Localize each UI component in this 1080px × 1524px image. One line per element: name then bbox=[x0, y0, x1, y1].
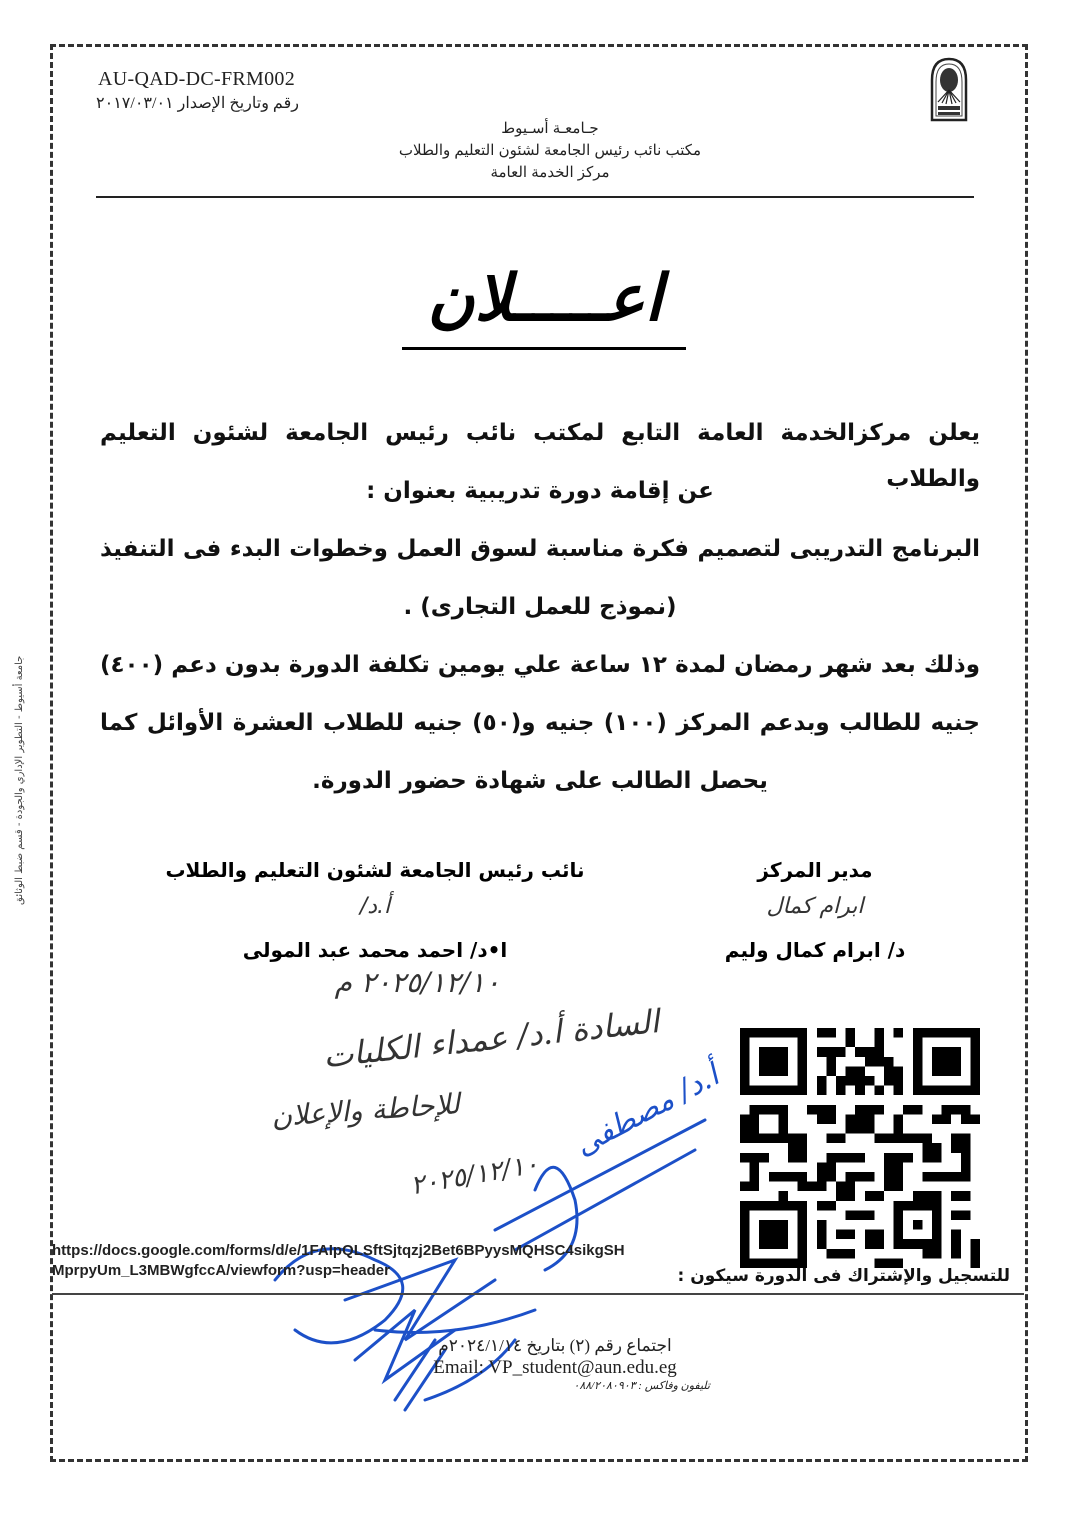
contact-phone: تليفون وفاكس : ٠٨٨/٢٠٨٠٩٠٣ bbox=[573, 1380, 710, 1392]
office-name: مكتب نائب رئيس الجامعة لشئون التعليم والطلاب bbox=[398, 142, 702, 159]
handwritten-signature: ابرام كمال bbox=[766, 894, 864, 919]
signature-center-director bbox=[720, 858, 910, 962]
handwritten-date-2: ٢٠٢٥/١٢/١٠ bbox=[408, 1149, 541, 1202]
body-line: عن إقامة دورة تدريبية بعنوان : bbox=[366, 478, 714, 504]
footer bbox=[390, 1335, 720, 1392]
center-name: مركز الخدمة العامة bbox=[490, 164, 610, 181]
course-subtitle: (نموذج للعمل التجارى) . bbox=[403, 594, 677, 620]
handwritten-blue-note: أ.د/ مصطفى bbox=[569, 1058, 725, 1164]
header-divider bbox=[96, 196, 974, 198]
meeting-reference: اجتماع رقم (٢) بتاريخ ٢٠٢٤/١/١٤م bbox=[438, 1336, 672, 1355]
registration-label: للتسجيل والإشتراك فى الدورة سيكون : bbox=[677, 1266, 1010, 1286]
footer-divider bbox=[52, 1293, 1024, 1295]
form-issue-date: رقم وتاريخ الإصدار ٢٠١٧/٠٣/٠١ bbox=[96, 95, 299, 112]
body-line: يعلن مركزالخدمة العامة التابع لمكتب نائب رئيس الجامعة لشئون التعليم والطلاب bbox=[100, 420, 980, 492]
signatory-role: نائب رئيس الجامعة لشئون التعليم والطلاب bbox=[165, 858, 585, 882]
registration-url[interactable]: https://docs.google.com/forms/d/e/1FAIpQLSftSjtqzj2Bet6BPyysMQHSC4sikgSHMprpyUm_L3MBWgfccA/viewform?usp=header bbox=[52, 1242, 625, 1279]
form-code: AU-QAD-DC-FRM002 bbox=[98, 68, 296, 90]
handwritten-instruction: للإحاطة والإعلان bbox=[270, 1087, 461, 1134]
body-line: جنيه للطالب وبدعم المركز (١٠٠) جنيه و(٥٠) جنيه للطلاب العشرة الأوائل كما bbox=[100, 710, 980, 736]
handwritten-signature: أ.د/ bbox=[359, 894, 391, 919]
side-note: جامعة أسيوط - التطوير الإداري والجودة - قسم ضبط الوثائق bbox=[14, 655, 25, 905]
signatory-role: مدير المركز bbox=[757, 858, 873, 882]
body-line: وذلك بعد شهر رمضان لمدة ١٢ ساعة علي يومين تكلفة الدورة بدون دعم (٤٠٠) bbox=[100, 652, 980, 678]
signatory-name: د/ ابرام كمال وليم bbox=[724, 938, 906, 962]
letterhead bbox=[300, 118, 800, 184]
university-logo-icon bbox=[928, 56, 970, 122]
registration-qr-code[interactable] bbox=[740, 1028, 980, 1268]
handwritten-addressee: السادة أ.د/ عمداء الكليات bbox=[321, 1002, 661, 1076]
announcement-body bbox=[100, 410, 980, 816]
signature-vice-president bbox=[150, 858, 600, 962]
handwritten-date: ٢٠٢٥/١٢/١٠ م bbox=[334, 966, 500, 999]
contact-email[interactable]: Email: VP_student@aun.edu.eg bbox=[433, 1357, 677, 1378]
course-title: البرنامج التدريبى لتصميم فكرة مناسبة لسوق العمل وخطوات البدء فى التنفيذ bbox=[100, 536, 980, 562]
signatory-name: ا•د/ احمد محمد عبد المولى bbox=[242, 938, 508, 962]
university-name: جـامعـة أسـيوط bbox=[501, 120, 599, 137]
announcement-title: اعـــــلان bbox=[427, 262, 663, 336]
title-underline bbox=[402, 347, 686, 350]
body-line: يحصل الطالب على شهادة حضور الدورة. bbox=[312, 768, 768, 794]
